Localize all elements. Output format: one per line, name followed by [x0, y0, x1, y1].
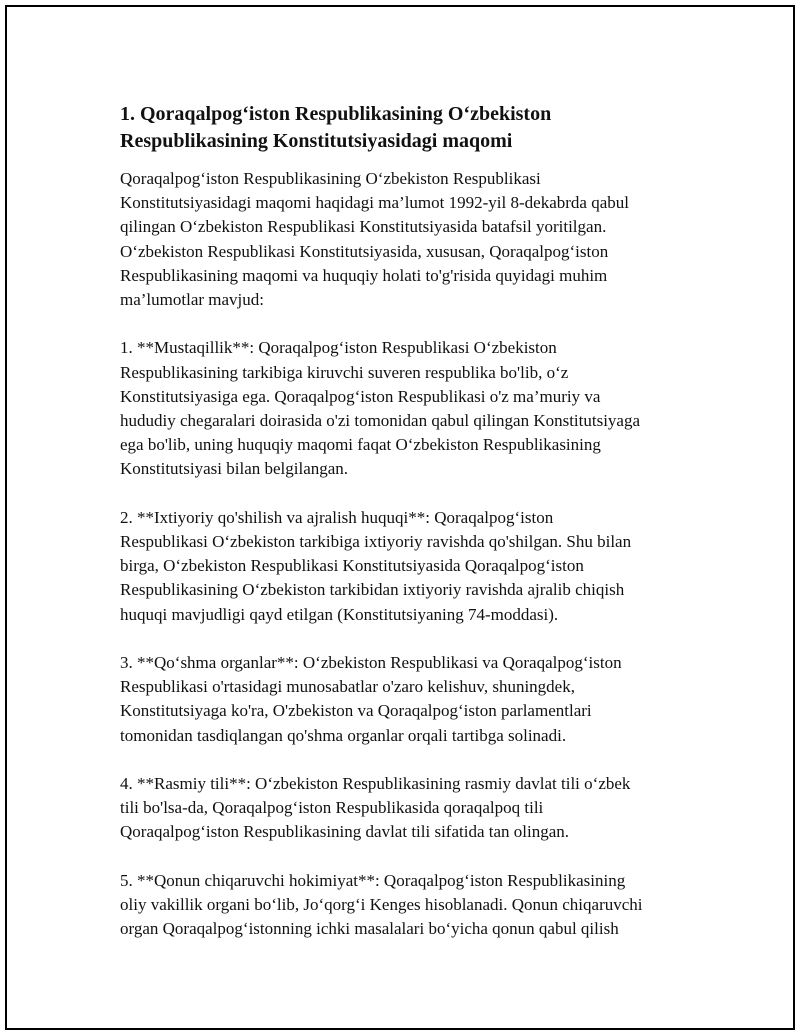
document-body — [120, 95, 710, 966]
document-title: 1. Qoraqalpog‘iston Respublikasining O‘zbekiston Respublikasining Konstitutsiyasidagi maqomi — [120, 103, 552, 152]
document-page — [5, 5, 795, 1030]
list-item-qonun-chiqaruvchi: 5. **Qonun chiqaruvchi hokimiyat**: Qoraqalpog‘iston Respublikasining oliy vakillik organi bo‘lib, Jo‘qorg‘i Kenges hisoblanadi. Qonun chiqaruvchi organ Qoraqalpog‘istonning ichki masalalari bo‘yicha qonun qabul qilish — [120, 870, 643, 939]
list-item-rasmiy-tili: 4. **Rasmiy tili**: O‘zbekiston Respublikasining rasmiy davlat tili o‘zbek tili bo'lsa-da, Qoraqalpog‘iston Respublikasida qoraqalpoq tili Qoraqalpog‘iston Respublikasining davlat tili sifatida tan olingan. — [120, 774, 631, 842]
intro-paragraph: Qoraqalpog‘iston Respublikasining O‘zbekiston Respublikasi Konstitutsiyasidagi maqomi haqidagi ma’lumot 1992-yil 8-dekabrda qabul qilingan O‘zbekiston Respublikasi Konstitutsiyasida batafsil yoritilgan. O‘zbekiston Respublikasi Konstitutsiyasida, xususan, Qoraqalpog‘iston Respublikasining maqomi va huquqiy holati to'g'risida quyidagi muhim ma’lumotlar mavjud: — [120, 169, 629, 310]
list-item-mustaqillik: 1. **Mustaqillik**: Qoraqalpog‘iston Respublikasi O‘zbekiston Respublikasining tarkibiga kiruvchi suveren respublika bo'lib, o‘z Konstitutsiyasiga ega. Qoraqalpog‘iston Respublikasi o'z ma’muriy va hududiy chegaralari doirasida o'zi tomonidan qabul qilingan Konstitutsiyaga ega bo'lib, uning huquqiy maqomi faqat O‘zbekiston Respublikasining Konstitutsiyasi bilan belgilangan. — [120, 338, 641, 479]
list-item-ixtiyoriy-qoshilish: 2. **Ixtiyoriy qo'shilish va ajralish huquqi**: Qoraqalpog‘iston Respublikasi O‘zbekiston tarkibiga ixtiyoriy ravishda qo'shilgan. Shu bilan birga, O‘zbekiston Respublikasi Konstitutsiyasida Qoraqalpog‘iston Respublikasining O‘zbekiston tarkibidan ixtiyoriy ravishda ajralib chiqish huquqi mavjudligi qayd etilgan (Konstitutsiyaning 74-moddasi). — [120, 507, 632, 624]
list-item-qoshma-organlar: 3. **Qo‘shma organlar**: O‘zbekiston Respublikasi va Qoraqalpog‘iston Respublikasi o'rtasidagi munosabatlar o'zaro kelishuv, shuningdek, Konstitutsiyaga ko'ra, O'zbekiston va Qoraqalpog‘iston parlamentlari tomonidan tasdiqlangan qo'shma organlar orqali tartibga solinadi. — [120, 653, 622, 745]
